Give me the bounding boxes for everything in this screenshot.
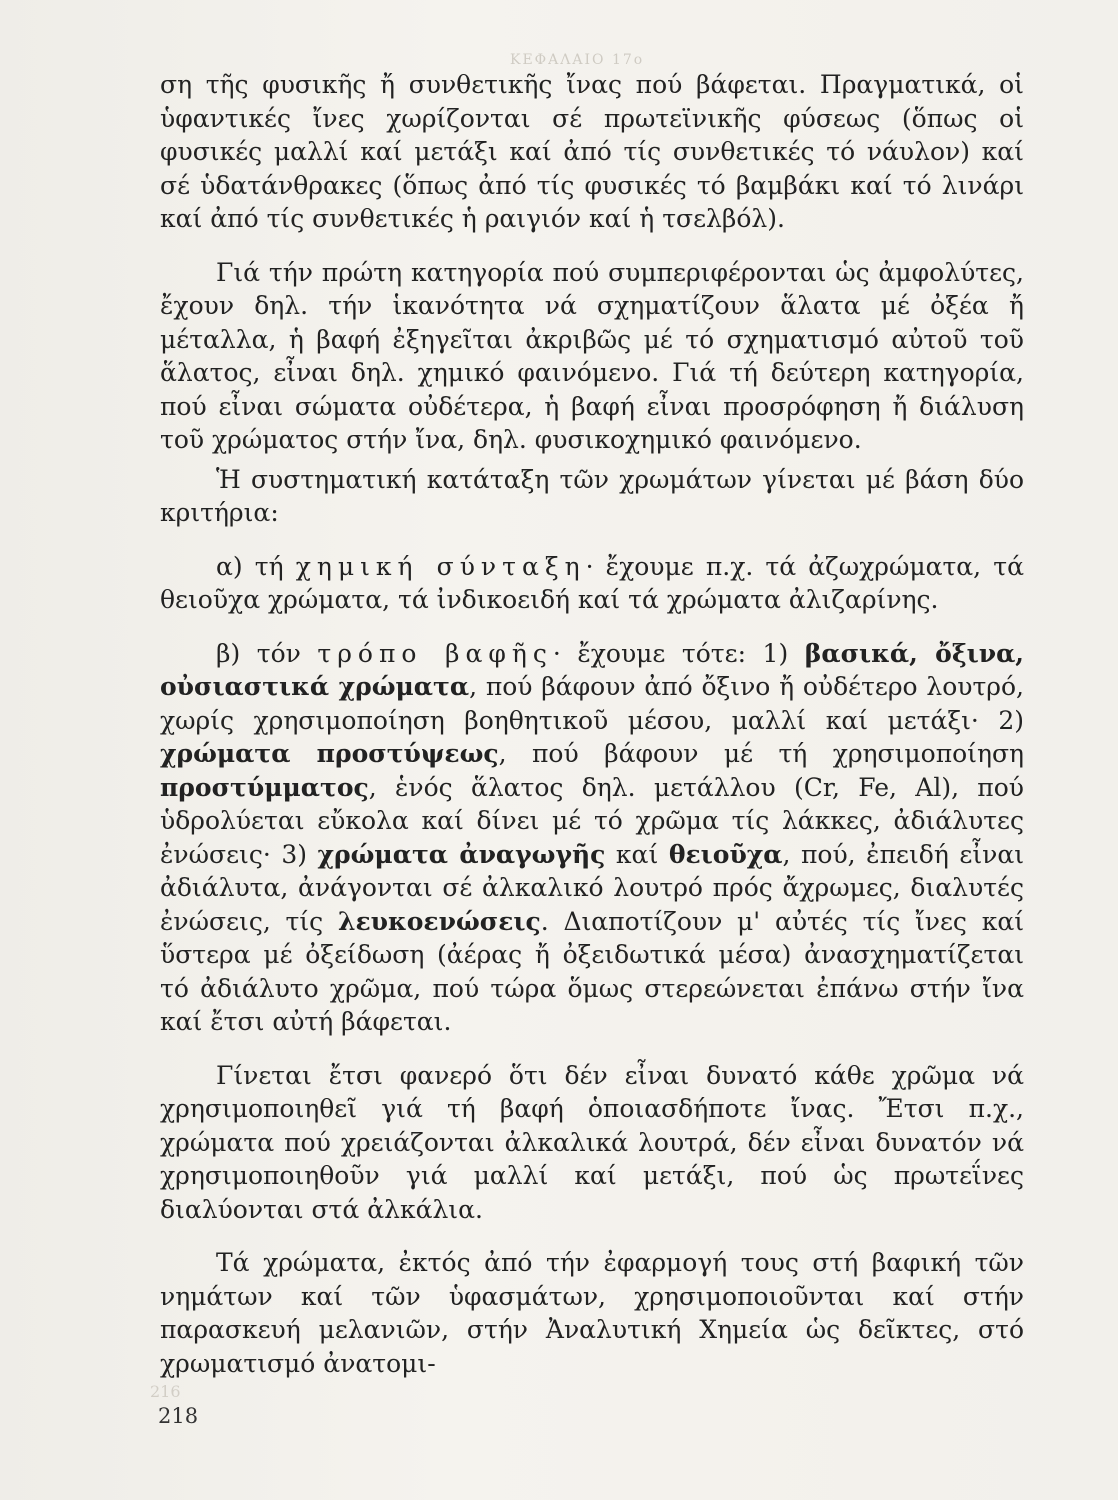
paragraph-6: Γίνεται ἔτσι φανερό ὅτι δέν εἶναι δυνατό κάθε χρῶμα νά χρησιμοποιηθεῖ γιά τή βαφή ὁποιασδήποτε ἴνας. Ἔτσι π.χ., χρώματα πού χρειάζονται ἀλκαλικά λουτρά, δέν εἶναι δυνατόν νά χρησιμοποιηθοῦν γιά μαλλί καί μετάξι, πού ὡς πρωτεΐνες διαλύονται στά ἀλκάλια. [160,1060,1024,1224]
criterion-b-text-f: καί [605,839,669,869]
criterion-b-term: τρόπο βαφῆς [317,638,553,668]
criterion-b-text-g: , πού, ἐπειδή εἶναι ἀδιάλυτα, ἀνάγονται σέ ἀλκαλικό λουτρό πρός ἄχρωμες, διαλυτές ἐνώσεις, τίς [160,839,1024,936]
paragraph-criterion-b [160,637,1024,1039]
criterion-b-text-c: , πού βάφουν ἀπό ὄξινο ἤ οὐδέτερο λουτρό, χωρίς χρησιμοποίηση βοηθητικοῦ μέσου, μαλλί καί μετάξι· 2) [160,672,1024,735]
paragraph-7: Τά χρώματα, ἐκτός ἀπό τήν ἐφαρμογή τους στή βαφική τῶν νημάτων καί τῶν ὑφασμάτων, χρησιμοποιοῦνται καί στήν παρασκευή μελανιῶν, στήν Ἀναλυτική Χημεία ὡς δεῖκτες, στό χρωματισμό ἀνατομι- [160,1248,1024,1378]
bold-term-leuco-compounds: λευκοενώσεις [337,906,541,936]
body-text [160,68,1024,1380]
criterion-b-prefix: β) τόν [216,638,318,668]
criterion-b-text-e: , ἑνός ἅλατος δηλ. μετάλλου (Cr, Fe, Al), πού ὑδρολύεται εὔκολα καί δίνει μέ τό χρῶμα τίς λάκκες, ἀδιάλυτες ἐνώσεις· 3) [160,772,1024,869]
bleed-through-chapter-title: ΚΕΦΑΛΑΙΟ 17ο [510,52,645,68]
paragraph-3: Ἡ συστηματική κατάταξη τῶν χρωμάτων γίνεται μέ βάση δύο κριτήρια: [160,464,1024,527]
bold-term-vat-dyes: χρώματα ἀναγωγῆς [317,839,606,869]
criterion-a-text: · ἔχουμε π.χ. τά ἀζωχρώματα, τά θειοῦχα χρώματα, τά ἰνδικοειδή καί τά χρώματα ἀλιζαρίνης. [160,551,1024,614]
paragraph-2: Γιά τήν πρώτη κατηγορία πού συμπεριφέρονται ὡς ἀμφολύτες, ἔχουν δηλ. τήν ἱκανότητα νά σχηματίζουν ἅλατα μέ ὀξέα ἤ μέταλλα, ἡ βαφή ἐξηγεῖται ἀκριβῶς μέ τό σχηματισμό αὐτοῦ τοῦ ἅλατος, εἶναι δηλ. χημικό φαινόμενο. Γιά τή δεύτερη κατηγορία, πού εἶναι σώματα οὐδέτερα, ἡ βαφή εἶναι προσρόφηση ἤ διάλυση τοῦ χρώματος στήν ἴνα, δηλ. φυσικοχημικό φαινόμενο. [160,257,1024,454]
criterion-b-text-d: , πού βάφουν μέ τή χρησιμοποίηση [498,739,1024,768]
page-number: 218 [158,1404,199,1428]
bold-term-mordant-dyes: χρώματα προστύψεως [160,739,499,768]
paragraph-1: ση τῆς φυσικῆς ἤ συνθετικῆς ἴνας πού βάφεται. Πραγματικά, οἱ ὑφαντικές ἴνες χωρίζονται σέ πρωτεϊνικῆς φύσεως (ὅπως οἱ φυσικές μαλλί καί μετάξι καί ἀπό τίς συνθετικές τό νάυλον) καί σέ ὑδατάνθρακες (ὅπως ἀπό τίς φυσικές τό βαμβάκι καί τό λινάρι καί ἀπό τίς συνθετικές ἡ ραιγιόν καί ἡ τσελβόλ). [160,70,1024,233]
criterion-a-term: χημική σύνταξη [295,551,586,581]
bleed-through-page-number: 216 [150,1382,181,1401]
criterion-b-text-a: · ἔχουμε τότε: 1) [552,638,805,668]
criterion-b-text-h: . Διαποτίζουν μ' αὐτές τίς ἴνες καί ὕστερα μέ ὀξείδωση (ἀέρας ἤ ὀξειδωτικά μέσα) ἀνασχηματίζεται τό ἀδιάλυτο χρῶμα, πού τώρα ὅμως στερεώνεται ἐπάνω στήν ἴνα καί ἔτσι αὐτή βάφεται. [160,906,1025,1036]
bold-term-sulfur-dyes: θειοῦχα [668,839,783,869]
criterion-a-prefix: α) τή [216,551,296,581]
bold-term-basic-dyes: βασικά, ὄξινα, οὐσιαστικά χρώματα [160,638,1025,701]
bold-term-mordant: προστύμματος [160,772,369,802]
paragraph-criterion-a [160,550,1024,617]
